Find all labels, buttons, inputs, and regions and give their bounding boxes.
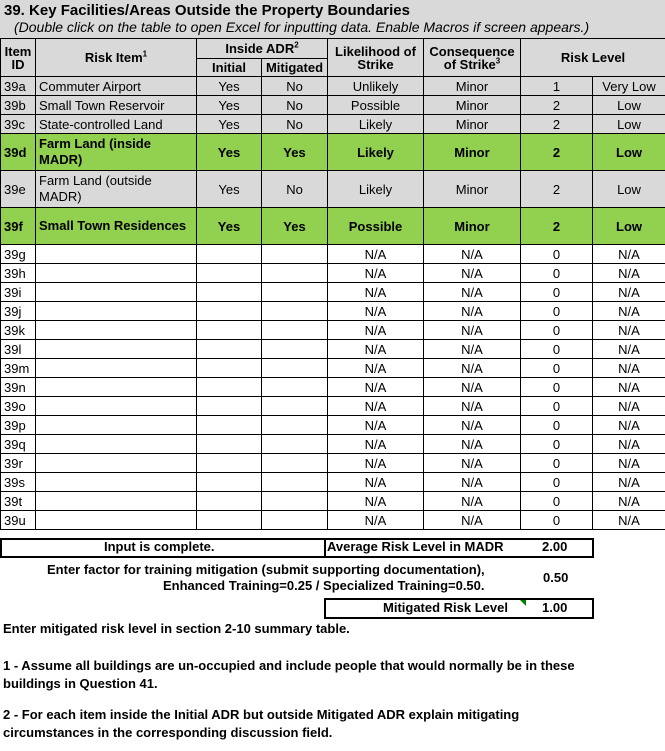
cell-id: 39b xyxy=(1,96,36,115)
cell-risk-num: 0 xyxy=(521,264,593,283)
table-row[interactable] xyxy=(1,96,665,115)
cell-initial xyxy=(197,245,262,264)
cell-item xyxy=(36,435,197,454)
cell-initial: Yes xyxy=(197,171,262,208)
cell-item: Small Town Reservoir xyxy=(36,96,197,115)
table-row[interactable] xyxy=(1,264,665,283)
cell-risk-text: N/A xyxy=(593,473,665,492)
cell-risk-text: N/A xyxy=(593,492,665,511)
cell-id: 39p xyxy=(1,416,36,435)
cell-risk-num: 0 xyxy=(521,473,593,492)
footnote-1-line-2: buildings in Question 41. xyxy=(3,676,158,691)
cell-item xyxy=(36,378,197,397)
cell-initial xyxy=(197,340,262,359)
footnote-1-line-1: 1 - Assume all buildings are un-occupied and include people that would normally be in these xyxy=(3,658,575,673)
header-mitigated: Mitigated xyxy=(262,59,328,77)
cell-likelihood: N/A xyxy=(328,435,424,454)
cell-mitigated xyxy=(262,245,328,264)
cell-initial xyxy=(197,378,262,397)
instruction-text: Enter mitigated risk level in section 2-10 summary table. xyxy=(3,621,350,636)
cell-consequence: N/A xyxy=(424,378,521,397)
cell-item: State-controlled Land xyxy=(36,115,197,134)
cell-item xyxy=(36,245,197,264)
cell-likelihood: Possible xyxy=(328,96,424,115)
cell-mitigated xyxy=(262,511,328,530)
cell-risk-text: Low xyxy=(593,171,665,208)
cell-mitigated xyxy=(262,397,328,416)
table-row[interactable] xyxy=(1,134,665,171)
table-row[interactable] xyxy=(1,171,665,208)
cell-likelihood: N/A xyxy=(328,302,424,321)
table-row[interactable] xyxy=(1,454,665,473)
cell-item xyxy=(36,511,197,530)
cell-likelihood: N/A xyxy=(328,473,424,492)
cell-mitigated xyxy=(262,378,328,397)
training-factor-input[interactable]: 0.50 xyxy=(543,570,569,585)
cell-initial xyxy=(197,473,262,492)
cell-mitigated xyxy=(262,359,328,378)
cell-initial xyxy=(197,283,262,302)
cell-id: 39n xyxy=(1,378,36,397)
cell-likelihood: N/A xyxy=(328,397,424,416)
cell-item: Commuter Airport xyxy=(36,77,197,96)
cell-risk-num: 1 xyxy=(521,77,593,96)
cell-item xyxy=(36,454,197,473)
cell-initial xyxy=(197,397,262,416)
cell-likelihood: N/A xyxy=(328,378,424,397)
cell-item xyxy=(36,283,197,302)
cell-likelihood: Likely xyxy=(328,171,424,208)
cell-mitigated xyxy=(262,454,328,473)
cell-mitigated: Yes xyxy=(262,134,328,171)
cell-consequence: N/A xyxy=(424,416,521,435)
cell-likelihood: N/A xyxy=(328,359,424,378)
cell-consequence: N/A xyxy=(424,321,521,340)
cell-initial xyxy=(197,302,262,321)
cell-likelihood: N/A xyxy=(328,321,424,340)
mitigated-risk-label: Mitigated Risk Level xyxy=(383,600,508,615)
cell-mitigated xyxy=(262,416,328,435)
cell-id: 39l xyxy=(1,340,36,359)
cell-mitigated: Yes xyxy=(262,208,328,245)
cell-initial: Yes xyxy=(197,77,262,96)
risk-table[interactable] xyxy=(0,38,665,530)
cell-mitigated xyxy=(262,340,328,359)
header-risk-item: Risk Item$^1$ xyxy=(36,39,197,77)
cell-risk-text: N/A xyxy=(593,378,665,397)
cell-risk-num: 0 xyxy=(521,416,593,435)
cell-likelihood: N/A xyxy=(328,340,424,359)
cell-initial xyxy=(197,359,262,378)
cell-id: 39a xyxy=(1,77,36,96)
section-subtitle: (Double click on the table to open Excel for inputting data. Enable Macros if screen appears.) xyxy=(14,19,590,35)
section-title: 39. Key Facilities/Areas Outside the Property Boundaries xyxy=(4,2,410,19)
cell-likelihood: N/A xyxy=(328,454,424,473)
cell-mitigated xyxy=(262,492,328,511)
cell-consequence: N/A xyxy=(424,511,521,530)
cell-risk-text: Low xyxy=(593,96,665,115)
cell-item xyxy=(36,321,197,340)
header-risk-level: Risk Level xyxy=(521,39,665,77)
cell-risk-text: N/A xyxy=(593,302,665,321)
cell-mitigated xyxy=(262,302,328,321)
cell-initial xyxy=(197,492,262,511)
cell-risk-num: 2 xyxy=(521,115,593,134)
cell-id: 39t xyxy=(1,492,36,511)
table-row[interactable] xyxy=(1,416,665,435)
table-row[interactable] xyxy=(1,115,665,134)
cell-mitigated: No xyxy=(262,171,328,208)
cell-risk-num: 2 xyxy=(521,208,593,245)
cell-risk-text: N/A xyxy=(593,340,665,359)
training-mitigation-label-1: Enter factor for training mitigation (submit supporting documentation), xyxy=(47,562,485,577)
cell-consequence: Minor xyxy=(424,77,521,96)
cell-item: Small Town Residences xyxy=(36,208,197,245)
average-risk-value: 2.00 xyxy=(542,539,568,554)
cell-consequence: N/A xyxy=(424,454,521,473)
input-status-text: Input is complete. xyxy=(104,539,215,554)
cell-likelihood: N/A xyxy=(328,492,424,511)
cell-risk-text: N/A xyxy=(593,454,665,473)
table-row[interactable] xyxy=(1,397,665,416)
cell-id: 39d xyxy=(1,134,36,171)
section-header xyxy=(0,0,665,39)
cell-risk-num: 0 xyxy=(521,321,593,340)
cell-mitigated xyxy=(262,264,328,283)
cell-id: 39q xyxy=(1,435,36,454)
cell-id: 39i xyxy=(1,283,36,302)
cell-likelihood: N/A xyxy=(328,283,424,302)
table-row[interactable] xyxy=(1,340,665,359)
cell-initial xyxy=(197,454,262,473)
table-row[interactable] xyxy=(1,492,665,511)
cell-item xyxy=(36,359,197,378)
cell-initial: Yes xyxy=(197,96,262,115)
cell-id: 39j xyxy=(1,302,36,321)
comment-marker-icon xyxy=(520,600,526,606)
table-row[interactable] xyxy=(1,435,665,454)
cell-initial xyxy=(197,511,262,530)
table-row[interactable] xyxy=(1,283,665,302)
cell-consequence: Minor xyxy=(424,96,521,115)
footnote-2-line-2: circumstances in the corresponding discussion field. xyxy=(3,725,333,740)
table-row[interactable] xyxy=(1,511,665,530)
cell-mitigated xyxy=(262,473,328,492)
cell-risk-num: 0 xyxy=(521,245,593,264)
cell-risk-num: 0 xyxy=(521,435,593,454)
cell-risk-text: Very Low xyxy=(593,77,665,96)
cell-initial: Yes xyxy=(197,134,262,171)
cell-consequence: Minor xyxy=(424,115,521,134)
cell-consequence: N/A xyxy=(424,397,521,416)
cell-likelihood: N/A xyxy=(328,245,424,264)
cell-likelihood: N/A xyxy=(328,416,424,435)
cell-risk-text: N/A xyxy=(593,397,665,416)
header-consequence: Consequence of Strike$^3$ xyxy=(424,39,521,77)
table-row[interactable] xyxy=(1,208,665,245)
cell-id: 39m xyxy=(1,359,36,378)
cell-likelihood: Likely xyxy=(328,134,424,171)
cell-consequence: N/A xyxy=(424,302,521,321)
footnote-2-line-1: 2 - For each item inside the Initial ADR but outside Mitigated ADR explain mitigating xyxy=(3,707,520,722)
cell-initial xyxy=(197,264,262,283)
cell-item xyxy=(36,302,197,321)
cell-item xyxy=(36,416,197,435)
cell-likelihood: N/A xyxy=(328,264,424,283)
cell-consequence: Minor xyxy=(424,134,521,171)
cell-item xyxy=(36,492,197,511)
cell-id: 39r xyxy=(1,454,36,473)
cell-risk-num: 0 xyxy=(521,511,593,530)
cell-consequence: N/A xyxy=(424,340,521,359)
cell-mitigated xyxy=(262,435,328,454)
cell-id: 39f xyxy=(1,208,36,245)
header-likelihood: Likelihood of Strike xyxy=(328,39,424,77)
cell-risk-text: Low xyxy=(593,134,665,171)
header-initial: Initial xyxy=(197,59,262,77)
cell-risk-num: 0 xyxy=(521,359,593,378)
cell-likelihood: Possible xyxy=(328,208,424,245)
cell-risk-num: 0 xyxy=(521,397,593,416)
cell-initial: Yes xyxy=(197,115,262,134)
cell-risk-num: 2 xyxy=(521,134,593,171)
cell-initial xyxy=(197,435,262,454)
cell-mitigated: No xyxy=(262,96,328,115)
cell-item xyxy=(36,264,197,283)
cell-risk-text: N/A xyxy=(593,435,665,454)
cell-risk-text: Low xyxy=(593,115,665,134)
cell-risk-text: N/A xyxy=(593,416,665,435)
cell-risk-num: 0 xyxy=(521,302,593,321)
cell-id: 39o xyxy=(1,397,36,416)
cell-mitigated: No xyxy=(262,77,328,96)
cell-risk-num: 2 xyxy=(521,171,593,208)
cell-risk-text: N/A xyxy=(593,359,665,378)
table-row[interactable] xyxy=(1,378,665,397)
table-row[interactable] xyxy=(1,359,665,378)
cell-risk-num: 0 xyxy=(521,492,593,511)
cell-item xyxy=(36,397,197,416)
cell-id: 39u xyxy=(1,511,36,530)
table-row[interactable] xyxy=(1,245,665,264)
cell-risk-text: N/A xyxy=(593,264,665,283)
table-row[interactable] xyxy=(1,473,665,492)
cell-id: 39s xyxy=(1,473,36,492)
cell-risk-num: 2 xyxy=(521,96,593,115)
cell-mitigated xyxy=(262,283,328,302)
cell-consequence: Minor xyxy=(424,171,521,208)
cell-likelihood: N/A xyxy=(328,511,424,530)
cell-risk-num: 0 xyxy=(521,454,593,473)
cell-risk-text: N/A xyxy=(593,321,665,340)
header-inside-adr: Inside ADR$^2$ xyxy=(197,39,328,59)
cell-consequence: N/A xyxy=(424,359,521,378)
cell-likelihood: Likely xyxy=(328,115,424,134)
cell-risk-text: Low xyxy=(593,208,665,245)
cell-risk-num: 0 xyxy=(521,283,593,302)
cell-consequence: N/A xyxy=(424,492,521,511)
average-risk-label: Average Risk Level in MADR xyxy=(327,539,504,554)
mitigated-risk-value: 1.00 xyxy=(542,600,568,615)
cell-item: Farm Land (outside MADR) xyxy=(36,171,197,208)
cell-item: Farm Land (inside MADR) xyxy=(36,134,197,171)
cell-risk-text: N/A xyxy=(593,511,665,530)
training-mitigation-label-2: Enhanced Training=0.25 / Specialized Training=0.50. xyxy=(163,578,485,593)
cell-item xyxy=(36,340,197,359)
cell-consequence: Minor xyxy=(424,208,521,245)
cell-consequence: N/A xyxy=(424,245,521,264)
cell-initial: Yes xyxy=(197,208,262,245)
table-row[interactable] xyxy=(1,321,665,340)
cell-risk-num: 0 xyxy=(521,378,593,397)
cell-item xyxy=(36,473,197,492)
cell-id: 39e xyxy=(1,171,36,208)
cell-id: 39h xyxy=(1,264,36,283)
cell-risk-text: N/A xyxy=(593,245,665,264)
cell-likelihood: Unlikely xyxy=(328,77,424,96)
cell-id: 39g xyxy=(1,245,36,264)
cell-initial xyxy=(197,416,262,435)
cell-mitigated xyxy=(262,321,328,340)
cell-consequence: N/A xyxy=(424,435,521,454)
cell-risk-text: N/A xyxy=(593,283,665,302)
cell-id: 39k xyxy=(1,321,36,340)
cell-mitigated: No xyxy=(262,115,328,134)
cell-consequence: N/A xyxy=(424,473,521,492)
table-row[interactable] xyxy=(1,302,665,321)
cell-consequence: N/A xyxy=(424,264,521,283)
cell-initial xyxy=(197,321,262,340)
cell-consequence: N/A xyxy=(424,283,521,302)
cell-id: 39c xyxy=(1,115,36,134)
cell-risk-num: 0 xyxy=(521,340,593,359)
table-row[interactable] xyxy=(1,77,665,96)
header-item-id: Item ID xyxy=(1,39,36,77)
